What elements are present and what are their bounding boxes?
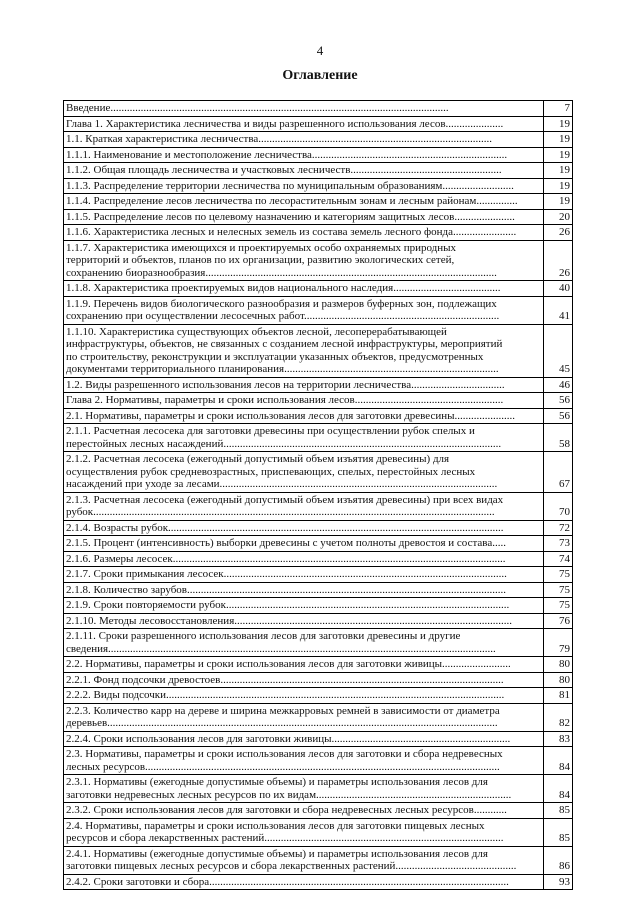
toc-entry-page: 67 [559,478,570,490]
toc-entry[interactable] [63,424,573,452]
toc-entry-title: 1.1.9. Перечень видов биологического разнообразия и размеров буферных зон, подлежащих сохранению при осуществлении лесосечных работ....................................................................... [64,297,544,324]
toc-entry-title: 2.1.11. Сроки разрешенного использования лесов для заготовки древесины и другие сведения............................................................................................................................................. [64,629,544,656]
toc-entry-title: Глава 1. Характеристика лесничества и виды разрешенного использования лесов..................... [64,117,544,132]
toc-entry[interactable] [63,847,573,875]
toc-entry[interactable] [63,210,573,226]
toc-entry-page: 19 [559,148,570,161]
toc-entry-page: 40 [559,282,570,294]
toc-entry[interactable] [63,552,573,568]
toc-entry-title: 2.1.1. Расчетная лесосека для заготовки древесины при осуществлении рубок спелых и перестойных лесных насаждений..................................................................................................... [64,424,544,451]
toc-entry-title: 1.1.5. Распределение лесов по целевому назначению и категориям защитных лесов...................... [64,210,544,225]
toc-entry-page: 93 [559,875,570,888]
toc-entry-title: 1.1.10. Характеристика существующих объектов лесной, лесоперерабатывающей инфраструктуры, объектов, не связанных с созданием лесной инфраструктуры, мероприятий по строительству, реконструкции и эксплуатации указанных объектов, предусмотренных документами территориального планирования.............................................................................. [64,325,544,377]
toc-entry-title: 1.1.1. Наименование и местоположение лесничества....................................................................... [64,148,544,163]
toc-entry-page: 70 [559,506,570,518]
toc-entry-title: 2.1.4. Возрасты рубок.......................................................................................................................... [64,521,544,536]
toc-entry-page: 83 [559,732,570,745]
toc-entry[interactable] [63,521,573,537]
toc-entry[interactable] [63,393,573,409]
toc-entry[interactable] [63,409,573,425]
toc-entry-page: 7 [564,102,570,114]
toc-entry[interactable] [63,117,573,133]
toc-entry[interactable] [63,378,573,394]
toc-entry-page: 80 [559,673,570,686]
toc-entry-page: 79 [559,642,570,655]
toc-entry-title: 2.1.5. Процент (интенсивность) выборки древесины с учетом полноты древостоя и состава..... [64,536,544,551]
toc-entry[interactable] [63,688,573,704]
toc-entry-title: Введение........................................................................................................................... [64,101,544,116]
toc-entry[interactable] [63,803,573,819]
toc-entry-page: 76 [559,614,570,627]
toc-entry-page: 19 [559,195,570,207]
toc-entry-page: 46 [559,378,570,391]
toc-entry-page: 19 [559,164,570,176]
toc-entry[interactable] [63,875,573,891]
toc-entry[interactable] [63,657,573,673]
toc-entry-title: 1.1.7. Характеристика имеющихся и проектируемых особо охраняемых природных территорий и объектов, планов по их организации, развитию экологических сетей, сохранению биоразнообразия.......................................................................................................... [64,241,544,281]
toc-entry-page: 41 [559,310,570,322]
toc-entry-title: 2.3.2. Сроки использования лесов для заготовки и сбора недревесных лесных ресурсов............ [64,803,544,818]
toc-entry-title: 2.2.1. Фонд подсочки древостоев....................................................................................................... [64,673,544,688]
toc-entry-page: 75 [559,583,570,596]
toc-entry-page: 20 [559,210,570,223]
toc-entry-title: 2.1.9. Сроки повторяемости рубок....................................................................................................... [64,598,544,613]
toc-entry[interactable] [63,179,573,195]
toc-entry-title: 2.2.4. Сроки использования лесов для заготовки живицы................................................................. [64,732,544,747]
toc-entry-title: 2.4. Нормативы, параметры и сроки использования лесов для заготовки пищевых лесных ресурсов и сбора лекарственных растений....................................................................................... [64,819,544,846]
toc-entry-page: 19 [559,179,570,192]
toc-entry[interactable] [63,536,573,552]
toc-entry-title: 2.1.7. Сроки примыкания лесосек....................................................................................................... [64,567,544,582]
toc-entry-page: 72 [559,521,570,534]
toc-entry-page: 84 [559,788,570,801]
toc-entry-page: 82 [559,717,570,729]
toc-entry-page: 45 [559,363,570,375]
toc-entry[interactable] [63,629,573,657]
toc-entry-title: 1.1.6. Характеристика лесных и нелесных земель из состава земель лесного фонда....................... [64,225,544,240]
toc-entry[interactable] [63,452,573,493]
toc-entry[interactable] [63,704,573,732]
toc-entry-page: 75 [559,568,570,580]
toc-entry-title: 1.1.4. Распределение лесов лесничества по лесорастительным зонам и лесным районам............... [64,194,544,209]
toc-entry-title: 2.4.1. Нормативы (ежегодные допустимые объемы) и параметры использования лесов для заготовки пищевых лесных ресурсов и сбора лекарственных растений............................................ [64,847,544,874]
toc-entry-title: 2.2.2. Виды подсочки........................................................................................................................... [64,688,544,703]
page-number: 4 [316,43,324,58]
toc-entry-page: 58 [559,437,570,450]
toc-entry-title: 2.1.3. Расчетная лесосека (ежегодный допустимый объем изъятия древесины) при всех видах рубок.................................................................................................................................................. [64,493,544,520]
table-of-contents [63,100,573,890]
toc-entry[interactable] [63,614,573,630]
toc-entry-page: 85 [559,832,570,844]
toc-entry-title: 2.3. Нормативы, параметры и сроки использования лесов для заготовки и сбора недревесных лесных ресурсов................................................................................................................................. [64,747,544,774]
toc-entry[interactable] [63,241,573,282]
toc-entry[interactable] [63,819,573,847]
toc-entry[interactable] [63,583,573,599]
toc-entry-title: 2.1.8. Количество зарубов.................................................................................................................... [64,583,544,598]
toc-entry-title: 2.3.1. Нормативы (ежегодные допустимые объемы) и параметры использования лесов для заготовки недревесных лесных ресурсов по их видам....................................................................... [64,775,544,802]
toc-entry[interactable] [63,567,573,583]
toc-entry[interactable] [63,148,573,164]
toc-entry-page: 56 [559,409,570,422]
toc-entry[interactable] [63,281,573,297]
toc-entry-page: 75 [559,599,570,611]
toc-entry-title: 2.1.10. Методы лесовосстановления..................................................................................................... [64,614,544,629]
toc-entry-title: Глава 2. Нормативы, параметры и сроки использования лесов...................................................... [64,393,544,408]
toc-entry[interactable] [63,598,573,614]
toc-entry[interactable] [63,732,573,748]
toc-entry-title: 2.1. Нормативы, параметры и сроки использования лесов для заготовки древесины...................... [64,409,544,424]
toc-entry-title: 1.1. Краткая характеристика лесничества..................................................................................... [64,132,544,147]
toc-entry-page: 81 [559,689,570,701]
toc-entry-page: 84 [559,760,570,773]
toc-entry-title: 2.1.6. Размеры лесосек......................................................................................................................... [64,552,544,567]
page-title: Оглавление [282,68,358,83]
toc-entry[interactable] [63,194,573,210]
toc-entry-page: 86 [559,860,570,872]
toc-entry-page: 19 [559,133,570,145]
toc-entry-title: 2.2. Нормативы, параметры и сроки использования лесов для заготовки живицы......................... [64,657,544,672]
toc-entry-page: 26 [559,266,570,279]
toc-entry-page: 19 [559,117,570,130]
toc-entry-title: 2.2.3. Количество карр на дереве и ширина межкарровых ремней в зависимости от диаметра деревьев.............................................................................................................................................. [64,704,544,731]
toc-entry[interactable] [63,747,573,775]
toc-entry[interactable] [63,100,573,117]
toc-entry-title: 1.1.8. Характеристика проектируемых видов национального наследия....................................... [64,281,544,296]
toc-entry-title: 2.4.2. Сроки заготовки и сбора............................................................................................................. [64,875,544,890]
toc-entry[interactable] [63,775,573,803]
toc-entry[interactable] [63,325,573,378]
toc-entry-title: 1.2. Виды разрешенного использования лесов на территории лесничества.................................. [64,378,544,393]
toc-entry[interactable] [63,493,573,521]
toc-entry[interactable] [63,132,573,148]
toc-entry-page: 74 [559,552,570,565]
toc-entry[interactable] [63,673,573,689]
toc-entry-title: 1.1.2. Общая площадь лесничества и участковых лесничеств....................................................... [64,163,544,178]
toc-entry-page: 56 [559,394,570,406]
toc-entry[interactable] [63,163,573,179]
toc-entry[interactable] [63,225,573,241]
toc-entry[interactable] [63,297,573,325]
toc-entry-page: 73 [559,537,570,549]
toc-entry-title: 1.1.3. Распределение территории лесничества по муниципальным образованиям.......................... [64,179,544,194]
toc-entry-title: 2.1.2. Расчетная лесосека (ежегодный допустимый объем изъятия древесины) для осуществления рубок средневозрастных, приспевающих, спелых, перестойных лесных насаждений при уходе за лесами..................................................................................................... [64,452,544,492]
toc-entry-page: 26 [559,226,570,238]
toc-entry-page: 85 [559,804,570,816]
toc-entry-page: 80 [559,658,570,670]
